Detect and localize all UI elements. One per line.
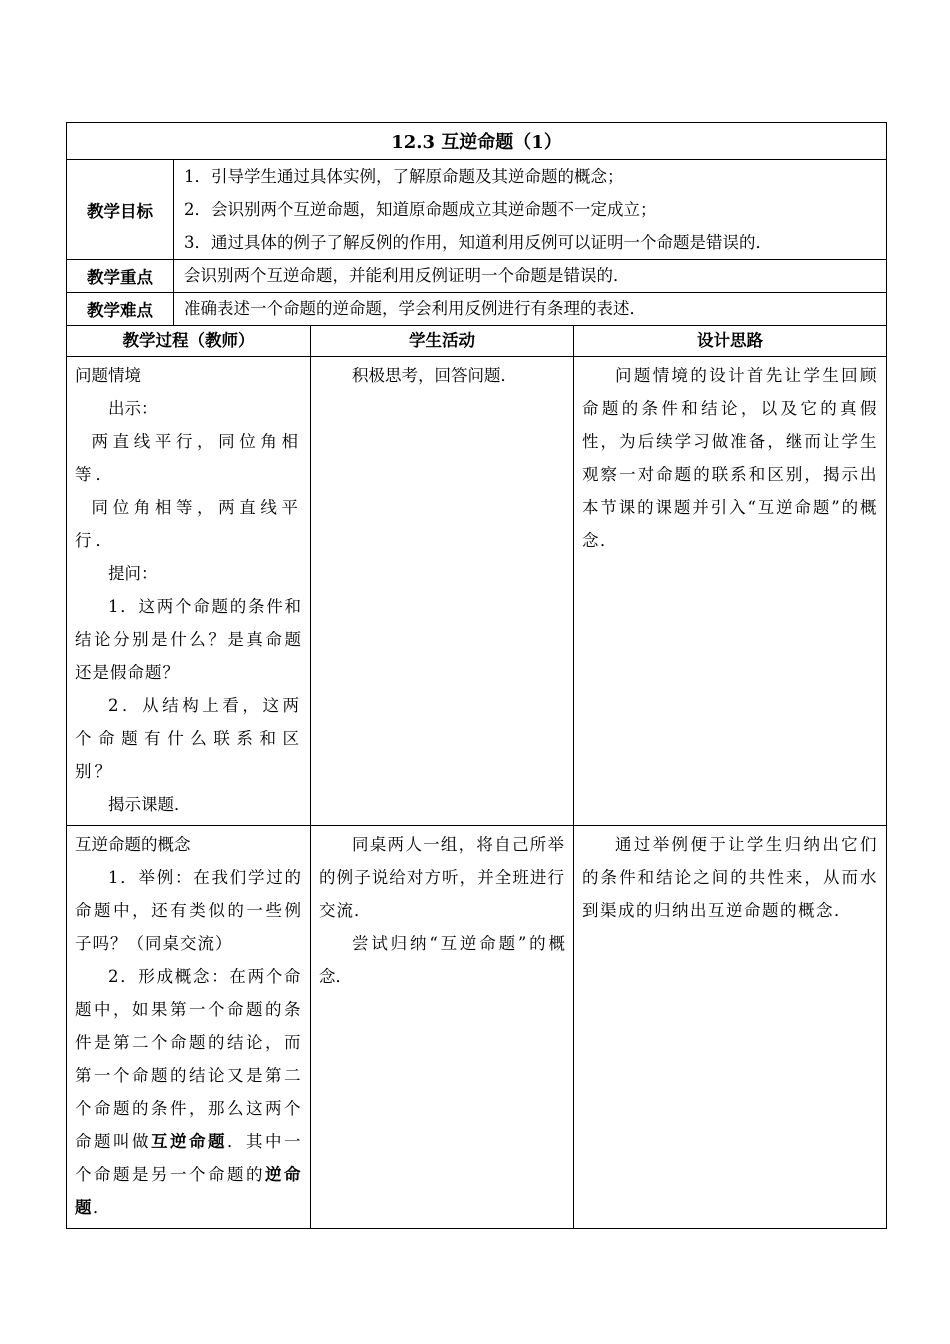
header-student: 学生活动 [311,326,574,357]
statement-2: 同位角相等，两直线平行． [75,498,302,550]
section1-student-text: 积极思考，回答问题． [352,366,517,385]
section2-design [574,826,887,1229]
concept-text-a: 2．形成概念：在两个命题中，如果第一个命题的条件是第二个命题的结论，而第一个命题的结论又是第二个命题的条件，那么这两个命题叫做 [75,967,302,1151]
lesson-title: 12.3 互逆命题（1） [67,123,887,160]
section2-student [311,826,574,1229]
show-label: 出示： [108,399,158,418]
objective-item: 3．通过具体的例子了解反例的作用，知道利用反例可以证明一个命题是错误的． [184,233,772,252]
section1-design-text: 问题情境的设计首先让学生回顾命题的条件和结论，以及它的真假性，为后续学习做准备，继而让学生观察一对命题的联系和区别，揭示出本节课的课题并引入“互逆命题”的概念． [582,366,879,550]
statement-1: 两直线平行，同位角相等． [75,432,302,484]
section-problem-row [67,357,887,826]
section2-heading: 互逆命题的概念 [75,835,191,854]
difficulties-content [174,293,887,326]
objective-item: 1．引导学生通过具体实例，了解原命题及其逆命题的概念； [184,167,624,186]
section1-heading: 问题情境 [75,366,141,385]
section-concept-row [67,826,887,1229]
question-1: 1．这两个命题的条件和结论分别是什么？是真命题还是假命题？ [75,597,302,682]
column-header-row [67,326,887,357]
section2-student-p1: 同桌两人一组，将自己所举的例子说给对方听，并全班进行交流． [319,835,565,920]
header-design: 设计思路 [574,326,887,357]
reveal-topic: 揭示课题． [108,795,191,814]
section1-student [311,357,574,826]
concept-definition [75,960,302,1224]
difficulties-row [67,293,887,326]
difficulties-text: 准确表述一个命题的逆命题，学会利用反例进行有条理的表述． [184,299,646,318]
term-converse: 逆命题 [75,1165,302,1217]
section2-student-p2: 尝试归纳“互逆命题”的概念． [319,934,565,986]
key-points-row [67,260,887,293]
objectives-row [67,160,887,260]
header-teacher: 教学过程（教师） [67,326,311,357]
term-mutual-converse: 互逆命题 [151,1132,227,1151]
objectives-label: 教学目标 [67,160,174,260]
objectives-content [174,160,887,260]
question-2: 2．从结构上看，这两个命题有什么联系和区别？ [75,696,302,781]
section1-design [574,357,887,826]
difficulties-label: 教学难点 [67,293,174,326]
key-points-text: 会识别两个互逆命题，并能利用反例证明一个命题是错误的． [184,266,630,285]
concept-text-b: ．其中一个命题是另一个命题的 [75,1132,302,1184]
concept-text-c: ． [93,1198,111,1217]
example-prompt: 1．举例：在我们学过的命题中，还有类似的一些例子吗？（同桌交流） [75,868,302,953]
objective-item: 2．会识别两个互逆命题，知道原命题成立其逆命题不一定成立； [184,200,657,219]
section2-design-text: 通过举例便于让学生归纳出它们的条件和结论之间的共性来，从而水到渠成的归纳出互逆命题的概念． [582,835,879,920]
lesson-plan-table [66,122,887,1229]
key-points-content [174,260,887,293]
section2-teacher [67,826,311,1229]
ask-label: 提问： [108,564,158,583]
key-points-label: 教学重点 [67,260,174,293]
section1-teacher [67,357,311,826]
